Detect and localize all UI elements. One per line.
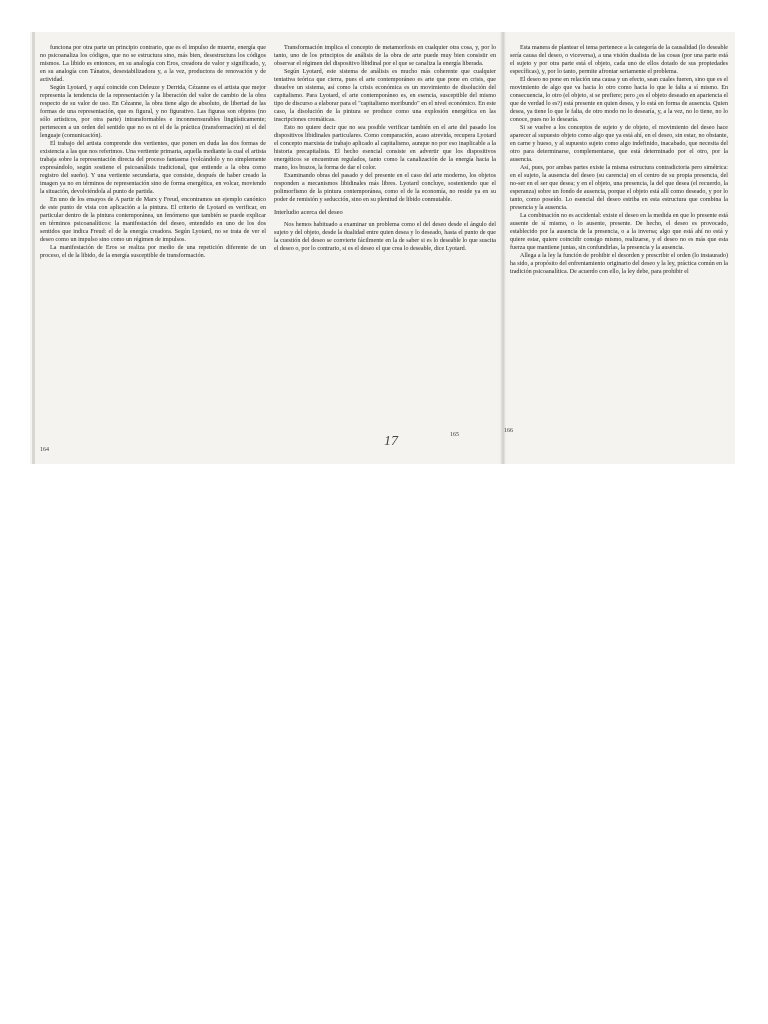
paragraph: Examinando obras del pasado y del presente en el caso del arte moderno, los objetos responden a mecanismos libidinales más libres. Lyotard concluye, sosteniendo que el polimorfismo de la pintura contemporánea, como el de la economía, no reside ya en su poder de remisión y seducción, sino en su plenitud de libido conmutable.: [274, 173, 496, 204]
paragraph: Esto no quiere decir que no sea posible verificar también en el arte del pasado los dispositivos libidinales particulares. Como comparación, acaso atrevida, recupera Lyotard el concepto marxista de trabajo aplicado al capitalismo, aunque no por eso inaplicable a la historia precapitalista. El hecho esencial consiste en advertir que los dispositivos energéticos se encuentran regulados, tanto como la canalización de la energía hacia la mano, los brazos, la forma de dar el color.: [274, 125, 496, 172]
column-page-164: [40, 44, 266, 260]
column-page-166: [510, 44, 728, 276]
column-page-165: [274, 44, 496, 253]
paragraph: Nos hemos habituado a examinar un problema como el del deseo desde el ángulo del sujeto y del objeto, desde la dualidad entre quien desea y lo deseado, hasta el punto de que la cuestión del deseo se convierte fácilmente en la de saber si es lo deseable lo que suscita el deseo o, por lo contrario, si es el deseo el que crea lo deseable, dice Lyotard.: [274, 222, 496, 253]
paragraph: El trabajo del artista comprende dos vertientes, que ponen en duda las dos formas de existencia a las que nos referimos. Una vertiente primaria, aquella mediante la cual el artista trabaja sobre la representación directa del proceso fantasma (volcándolo y no simplemente expresándolo, según sostiene el psicoanálisis tradicional, que entiende a la obra como registro del sueño). Y una vertiente secundaria, que consiste, después de haber creado la imagen ya no en términos de representación sino de forma energética, en volcar, moviendo la situación, devolviéndola al punto de partida.: [40, 141, 266, 196]
book-gutter-shadow: [500, 32, 506, 464]
paragraph: Así, pues, por ambas partes existe la misma estructura contradictoria pero simétrica: en el sujeto, la ausencia del deseo (su carencia) en el centro de su propia presencia, del no-ser en el ser que desea; y en el objeto, una presencia, la del que desea (el recuerdo, la esperanza) sobre un fondo de ausencia, porque el objeto está allí como deseado, y por lo tanto, como poseído. Lo esencial del deseo estriba en esta estructura que combina la presencia y la ausencia.: [510, 165, 728, 212]
paragraph: Según Lyotard, este sistema de análisis es mucho más coherente que cualquier tentativa teórica que cierra, pues el arte contemporáneo es arte que pone en crisis, que disuelve un sistema, así como la crisis económica es un movimiento de disolución del capitalismo. Para Lyotard, el arte contemporáneo es, en esencia, susceptible del mismo tipo de discurso a elaborar para el "capitalismo moribundo" en el nivel económico. En este caso, la disolución de la pintura se produce como una explosión energética en las inscripciones cromáticas.: [274, 69, 496, 124]
paragraph: Esta manera de plantear el tema pertenece a la categoría de la causalidad (lo deseable sería causa del deseo, o viceversa), a una visión dualista de las cosas (por una parte está el sujeto y por otra parte está el objeto, cada uno de ellos dotado de sus propiedades específicas), y, por lo tanto, permite afrontar seriamente el problema.: [510, 45, 728, 76]
paragraph: En uno de los ensayos de A partir de Marx y Freud, encontramos un ejemplo canónico de este punto de vista con aplicación a la pintura. El criterio de Lyotard es verificar, en particular dentro de la pintura contemporánea, un fenómeno que también se puede explicar en términos psicoanalíticos: la manifestación del deseo, entendido en uno de los dos sentidos que indica Freud: el de la energía creadora. Según Lyotard, no se trata de ver el deseo como un impulso sino como un régimen de impulsos.: [40, 197, 266, 244]
paragraph: funciona por otra parte un principio contrario, que es el impulso de muerte, energía que no psicoanaliza los códigos, que no se estructura sino, más bien, desestructura los códigos mismos. La libido es entonces, en su analogía con Eros, creadora de valor y significado, y, en su analogía con Tánatos, desestabilizadora y, a la vez, productora de renovación y de actividad.: [40, 45, 266, 84]
page-number-right: 166: [504, 428, 513, 434]
section-heading: Interludio acerca del deseo: [274, 209, 343, 217]
paragraph: Si se vuelve a los conceptos de sujeto y de objeto, el movimiento del deseo hace aparecer al supuesto objeto como algo que ya está ahí, en el deseo, sin estar, no obstante, en carne y hueso, y al supuesto sujeto como algo indefinido, inacabado, que necesita del otro para determinarse, complementarse, que está determinado por el otro, por la ausencia.: [510, 125, 728, 164]
paragraph: Transformación implica el concepto de metamorfosis en cualquier otra cosa, y, por lo tanto, uno de los principios de análisis de la obra de arte puede muy bien consistir en observar el régimen del dispositivo libidinal por el que se canaliza la energía liberada.: [274, 45, 496, 68]
paragraph: La manifestación de Eros se realiza por medio de una repetición diferente de un proceso, el de la libido, de la energía susceptible de transformación.: [40, 245, 266, 260]
paragraph: Allega a la ley la función de prohibir el desorden y prescribir el orden (lo instaurado) ha sido, a propósito del enfrentamiento originario del deseo y la ley, práctica común en la tradición psicoanalítica. De acuerdo con ello, la ley debe, para prohibir el: [510, 253, 728, 276]
scanned-book-spread: [30, 32, 735, 464]
page-number-middle: 165: [450, 432, 459, 438]
page-edge-shadow: [32, 32, 35, 464]
paragraph: Según Lyotard, y aquí coincide con Deleuze y Derrida, Cézanne es el artista que mejor representa la tendencia de la representación y la liberación del valor de cambio de la obra respecto de su valor de uso. En Cézanne, la obra tiene algo de absoluto, de libertad de las formas de una representación, que es figural, y no figurativo. Las figuras son objetos (no sólo artísticos, por otra parte) intransformables e inconmensurables lingüísticamente; pertenecen a un orden del sentido que no es ni el de la práctica (transformación) ni el del lenguaje (comunicación).: [40, 85, 266, 140]
paragraph: El deseo no pone en relación una causa y un efecto, sean cuales fueren, sino que es el movimiento de algo que va hacia lo otro como hacia lo que le falta a sí mismo. En consecuencia, lo otro (el objeto, si se prefiere; pero ¿es el objeto deseado en apariencia el que de verdad lo es?) está presente en quien desea, y lo está en forma de ausencia. Quien desea, ya tiene lo que le falta, de otro modo no lo desearía, y, a la vez, no lo tiene, no lo conoce, pues no lo desearía.: [510, 77, 728, 124]
paragraph: La combinación no es accidental: existe el deseo en la medida en que lo presente está ausente de sí mismo, o lo ausente, presente. De hecho, el deseo es provocado, establecido por la ausencia de la presencia, o a la inversa; algo que está ahí no está y quiere estar, quiere coincidir consigo mismo, realizarse, y el deseo no es más que esta fuerza que mantiene juntas, sin confundirlas, la presencia y la ausencia.: [510, 213, 728, 252]
page-number-left: 164: [40, 447, 49, 453]
handwritten-page-mark: 17: [384, 434, 398, 449]
